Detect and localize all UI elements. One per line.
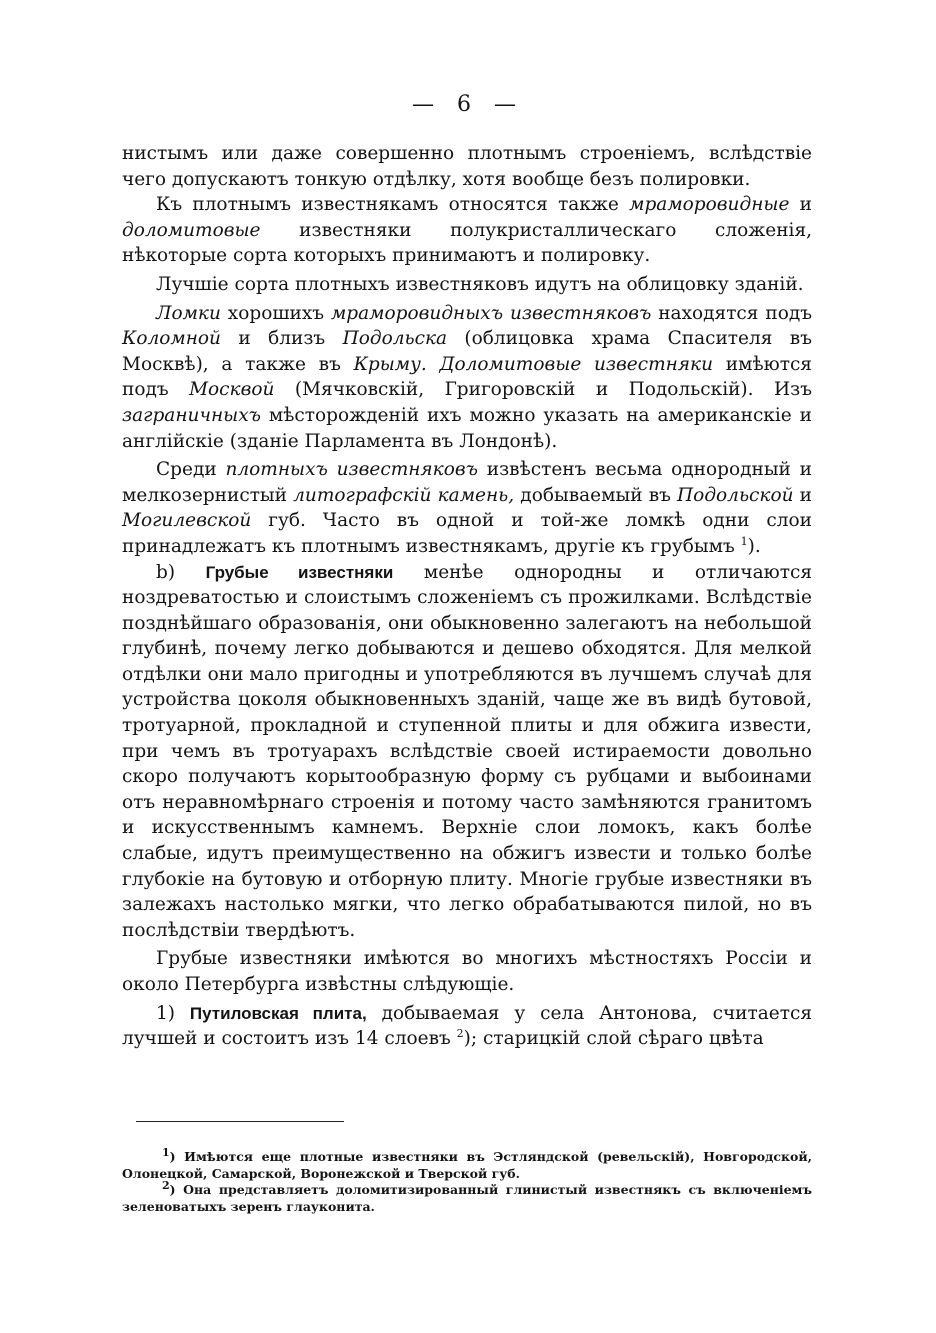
footnote-ref: 1: [740, 534, 748, 548]
text-run: (облицовка храма Спасителя въ Москвѣ), а также въ: [122, 328, 812, 375]
paragraph-quarries: [122, 301, 812, 455]
text-run: (Мячковскій, Григоровскій и Подольскій). Изъ: [274, 379, 812, 401]
footnote-marker: 1: [162, 1145, 170, 1159]
text-run: известняки полукристаллическаго сложенія, нѣкоторые сорта которыхъ принимаютъ и полировку.: [122, 219, 812, 267]
text-run: и: [789, 194, 812, 216]
text-run: ).: [747, 535, 761, 557]
emphasis-quarries: Ломки: [156, 302, 221, 324]
paragraph-best-grades: [122, 272, 812, 298]
text-run: и близъ: [220, 328, 343, 350]
text-run: имѣются подъ: [122, 353, 812, 401]
emphasis-dolomitic: доломитовые: [122, 219, 261, 241]
emphasis-limestones: мраморовидныхъ известняковъ: [330, 302, 652, 324]
text-run: извѣстенъ весьма однородный и мелкозернистый: [122, 459, 812, 506]
paragraph-text: Лучшіе сорта плотныхъ известняковъ идутъ на облицовку зданій.: [156, 273, 804, 295]
paragraph-russia: [122, 946, 812, 997]
footnote-1: [122, 1145, 812, 1182]
text-run: добываемая у села Антонова, считается лучшей и состоитъ изъ 14 слоевъ: [122, 1002, 812, 1050]
footnote-ref: 2: [456, 1027, 464, 1041]
paragraph-lithographic-stone: [122, 457, 812, 559]
text-run: губ. Часто въ одной и той-же ломкѣ одни слои принадлежатъ къ плотнымъ известнякамъ, другіе къ грубымъ: [122, 510, 812, 557]
emphasis-place: Москвой: [189, 379, 275, 401]
footnotes: [122, 1145, 812, 1215]
text-run: Къ плотнымъ известнякамъ относятся также: [156, 194, 630, 216]
text-run: хорошихъ: [220, 302, 331, 324]
emphasis-place: Подольской: [677, 484, 794, 506]
emphasis-place: Могилевской: [122, 510, 252, 532]
footnote-marker: 2: [162, 1178, 170, 1192]
text-run: мѣсторожденій ихъ можно указать на американскіе и англійскіе (зданіе Парламента въ Лондонѣ).: [122, 404, 812, 452]
term-coarse-limestones: Грубые известняки: [205, 562, 394, 582]
emphasis-place: Подольска: [342, 328, 448, 350]
paragraph-continued: [122, 141, 812, 192]
text-run: находятся подъ: [651, 302, 812, 324]
text-run: и: [793, 484, 812, 506]
emphasis-marble-like: мраморовидные: [629, 194, 790, 216]
footnote-text: ) Она представляетъ доломитизированный глинистый известнякъ съ включеніемъ зеленоватыхъ зеренъ глауконита.: [122, 1182, 812, 1214]
text-run: менѣе однородны и отличаются ноздреватостью и слоистымъ сложеніемъ съ прожилками. Вслѣдствіе позднѣйшаго образованія, они обыкновенно залегаютъ на небольшой глубинѣ, почему легко добываются и дешево обходятся. Для мелкой отдѣлки они мало пригодны и употребляются въ лучшемъ случаѣ для устройства цоколя обыкновенныхъ зданій, чаще же въ видѣ бутовой, тротуарной, прокладной и ступенной плиты и для обжига извести, при чемъ въ тротуарахъ вслѣдствіе своей истираемости довольно скоро получаютъ корытообразную форму съ рубцами и выбоинами отъ неравномѣрнаго строенія и потому часто замѣняются гранитомъ и искусственнымъ камнемъ. Верхніе слои ломокъ, какъ болѣе слабые, идутъ преимущественно на обжигъ извести и только болѣе глубокіе на бутовую и отборную плиту. Многіе грубые известняки въ залежахъ настолько мягки, что легко обрабатываются пилой, но въ послѣдствіи твердѣютъ.: [122, 561, 812, 941]
emphasis-foreign: заграничныхъ: [122, 404, 261, 426]
text-run: Среди: [156, 459, 226, 481]
footnote-text: ) Имѣются еще плотные известняки въ Эстляндской (ревельскій), Новгородской, Олонецкой, Самарской, Воронежской и Тверской губ.: [122, 1149, 812, 1181]
list-marker: 1): [156, 1002, 190, 1024]
emphasis-place: Крыму. Доломитовые известняки: [353, 353, 714, 375]
text-run: добываемый въ: [514, 484, 678, 506]
emphasis-lithographic: литографскій камень,: [293, 484, 515, 506]
page-number: — 6 —: [412, 92, 524, 117]
text-run: ); старицкій слой сѣраго цвѣта: [463, 1028, 764, 1050]
paragraph-text: Грубые известняки имѣются во многихъ мѣстностяхъ Россіи и около Петербурга извѣстны слѣдующіе.: [122, 948, 812, 995]
footnote-divider: [136, 1121, 344, 1122]
paragraph-coarse-limestones: [122, 560, 812, 944]
term-putilov-slab: Путиловская плита,: [189, 1003, 367, 1023]
paragraph-text: нистымъ или даже совершенно плотнымъ строеніемъ, вслѣдствіе чего допускаютъ тонкую отдѣлку, хотя вообще безъ полировки.: [122, 143, 812, 190]
paragraph-dense-limestones: [122, 192, 812, 269]
paragraph-putilov-slab: [122, 1001, 812, 1052]
emphasis-dense-limestones: плотныхъ известняковъ: [225, 459, 478, 481]
emphasis-place: Коломной: [122, 328, 221, 350]
list-marker: b): [156, 561, 206, 583]
main-text: [122, 141, 812, 1052]
footnote-2: [122, 1178, 812, 1215]
